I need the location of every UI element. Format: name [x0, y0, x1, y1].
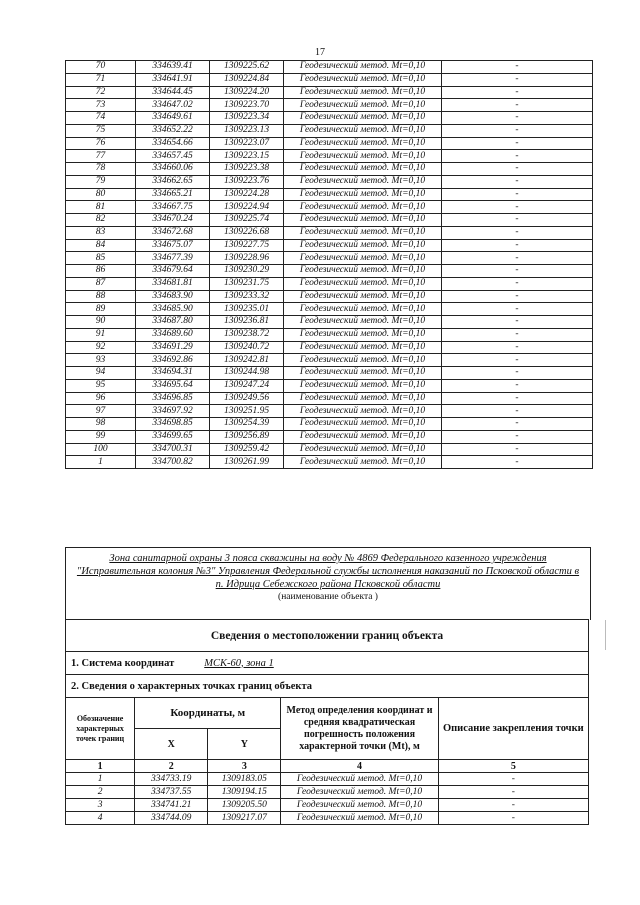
table-cell: 1309224.94	[210, 201, 284, 214]
table-cell: Геодезический метод. Mt=0,10	[284, 354, 442, 367]
table-cell: Геодезический метод. Mt=0,10	[284, 61, 442, 74]
table-cell: -	[442, 392, 593, 405]
table-cell: -	[442, 443, 593, 456]
table-row	[66, 137, 593, 150]
table-row	[66, 418, 593, 431]
table-cell: Геодезический метод. Mt=0,10	[284, 405, 442, 418]
table-row	[66, 124, 593, 137]
object-title: Зона санитарной охраны 3 пояса скважины на воду № 4869 Федерального казенного учреждения "Исправительная колония №3" Управления Федеральной службы исполнения наказаний по Псковской области в п. Идрица Себежского района Псковской области	[76, 553, 580, 590]
table-cell: -	[438, 812, 588, 825]
table-cell: 1309224.84	[210, 73, 284, 86]
table-cell: -	[442, 61, 593, 74]
table-cell: -	[442, 86, 593, 99]
table-cell: -	[442, 99, 593, 112]
table-cell: 1309236.81	[210, 316, 284, 329]
table-cell: 74	[66, 112, 136, 125]
table-row	[66, 188, 593, 201]
table-row	[66, 367, 593, 380]
table-cell: Геодезический метод. Mt=0,10	[284, 303, 442, 316]
column-index: 4	[281, 760, 438, 773]
table-row	[66, 61, 593, 74]
table-cell: -	[442, 341, 593, 354]
table-cell: 1	[66, 456, 136, 469]
table-cell: 95	[66, 379, 136, 392]
table-cell: 1309223.34	[210, 112, 284, 125]
table-row	[66, 799, 589, 812]
table-cell: -	[438, 786, 588, 799]
table-cell: -	[442, 150, 593, 163]
table-cell: 334697.92	[136, 405, 210, 418]
coord-system-value: МСК-60, зона 1	[204, 657, 274, 669]
header-y: Y	[208, 729, 281, 760]
table-cell: -	[442, 354, 593, 367]
table-cell: 334683.90	[136, 290, 210, 303]
table-cell: Геодезический метод. Mt=0,10	[281, 799, 438, 812]
table-cell: 1309231.75	[210, 277, 284, 290]
table-cell: 334694.31	[136, 367, 210, 380]
table-cell: 1309233.32	[210, 290, 284, 303]
table-cell: 334685.90	[136, 303, 210, 316]
table-cell: 1309223.15	[210, 150, 284, 163]
table-row	[66, 163, 593, 176]
table-row	[66, 265, 593, 278]
table-row	[66, 239, 593, 252]
table-cell: Геодезический метод. Mt=0,10	[284, 443, 442, 456]
table-cell: 334677.39	[136, 252, 210, 265]
table-cell: 334744.09	[135, 812, 208, 825]
table-cell: -	[442, 239, 593, 252]
table-row	[66, 405, 593, 418]
table-cell: 334641.91	[136, 73, 210, 86]
table-cell: -	[442, 405, 593, 418]
table-cell: -	[442, 226, 593, 239]
table-cell: 82	[66, 214, 136, 227]
table-row	[66, 773, 589, 786]
table-cell: Геодезический метод. Mt=0,10	[284, 112, 442, 125]
header-description: Описание закрепления точки	[438, 698, 588, 760]
table-cell: -	[442, 316, 593, 329]
table-row	[66, 73, 593, 86]
table-cell: 334665.21	[136, 188, 210, 201]
table-cell: Геодезический метод. Mt=0,10	[284, 99, 442, 112]
table-cell: 100	[66, 443, 136, 456]
table-cell: Геодезический метод. Mt=0,10	[284, 430, 442, 443]
table-cell: 4	[66, 812, 135, 825]
table-cell: 1309254.39	[210, 418, 284, 431]
table-row	[66, 379, 593, 392]
table-cell: -	[442, 430, 593, 443]
table-cell: Геодезический метод. Mt=0,10	[284, 456, 442, 469]
table-cell: 1309259.42	[210, 443, 284, 456]
table-cell: -	[438, 799, 588, 812]
table-cell: 334737.55	[135, 786, 208, 799]
table-cell: Геодезический метод. Mt=0,10	[284, 341, 442, 354]
table-cell: -	[442, 73, 593, 86]
table-cell: -	[442, 163, 593, 176]
scan-mark	[605, 620, 606, 650]
table-cell: 1309225.62	[210, 61, 284, 74]
table-cell: Геодезический метод. Mt=0,10	[284, 379, 442, 392]
table-cell: Геодезический метод. Mt=0,10	[284, 277, 442, 290]
table-cell: 91	[66, 328, 136, 341]
table-cell: 1309223.13	[210, 124, 284, 137]
object-caption: (наименование объекта )	[278, 592, 378, 602]
table-cell: 334741.21	[135, 799, 208, 812]
column-index: 1	[66, 760, 135, 773]
table-cell: -	[442, 265, 593, 278]
table-cell: Геодезический метод. Mt=0,10	[284, 328, 442, 341]
table-cell: 98	[66, 418, 136, 431]
table-row	[66, 290, 593, 303]
table-cell: 334681.81	[136, 277, 210, 290]
table-cell: 76	[66, 137, 136, 150]
table-cell: Геодезический метод. Mt=0,10	[284, 201, 442, 214]
table-row	[66, 354, 593, 367]
column-index: 3	[208, 760, 281, 773]
table-cell: 78	[66, 163, 136, 176]
table-cell: -	[438, 773, 588, 786]
table-cell: 83	[66, 226, 136, 239]
table-cell: 1309217.07	[208, 812, 281, 825]
table-row	[66, 430, 593, 443]
table-cell: Геодезический метод. Mt=0,10	[284, 239, 442, 252]
table-cell: 97	[66, 405, 136, 418]
table-cell: -	[442, 418, 593, 431]
points-title: 2. Сведения о характерных точках границ объекта	[66, 675, 589, 698]
table-row	[66, 226, 593, 239]
table-cell: 334670.24	[136, 214, 210, 227]
table-cell: 334660.06	[136, 163, 210, 176]
table-cell: 334698.85	[136, 418, 210, 431]
table-cell: 334699.65	[136, 430, 210, 443]
table-cell: Геодезический метод. Mt=0,10	[284, 73, 442, 86]
table-cell: -	[442, 303, 593, 316]
table-cell: 1309226.68	[210, 226, 284, 239]
table-cell: 334647.02	[136, 99, 210, 112]
table-cell: 94	[66, 367, 136, 380]
table-cell: 1309224.28	[210, 188, 284, 201]
table-cell: 1309227.75	[210, 239, 284, 252]
table-cell: Геодезический метод. Mt=0,10	[284, 188, 442, 201]
table-cell: 334696.85	[136, 392, 210, 405]
header-method: Метод определения координат и средняя квадратическая погрешность положения характерной точки (Mt), м	[281, 698, 438, 760]
table-cell: 93	[66, 354, 136, 367]
table-cell: 334652.22	[136, 124, 210, 137]
table-cell: Геодезический метод. Mt=0,10	[284, 137, 442, 150]
table-cell: Геодезический метод. Mt=0,10	[284, 124, 442, 137]
table-row	[66, 175, 593, 188]
table-cell: Геодезический метод. Mt=0,10	[284, 86, 442, 99]
table-cell: -	[442, 379, 593, 392]
table-cell: 86	[66, 265, 136, 278]
table-cell: 334649.61	[136, 112, 210, 125]
table-cell: 1309225.74	[210, 214, 284, 227]
table-cell: 81	[66, 201, 136, 214]
table-cell: 334700.82	[136, 456, 210, 469]
table-cell: 334695.64	[136, 379, 210, 392]
table-cell: Геодезический метод. Mt=0,10	[281, 812, 438, 825]
table-cell: Геодезический метод. Mt=0,10	[284, 367, 442, 380]
table-cell: 334654.66	[136, 137, 210, 150]
header-x: X	[135, 729, 208, 760]
table-cell: 71	[66, 73, 136, 86]
table-row	[66, 112, 593, 125]
table-cell: 334644.45	[136, 86, 210, 99]
table-cell: Геодезический метод. Mt=0,10	[284, 163, 442, 176]
table-cell: 1309235.01	[210, 303, 284, 316]
table-cell: 72	[66, 86, 136, 99]
table-row	[66, 812, 589, 825]
table-cell: -	[442, 328, 593, 341]
table-cell: Геодезический метод. Mt=0,10	[284, 252, 442, 265]
table-cell: -	[442, 137, 593, 150]
table-row	[66, 99, 593, 112]
table-cell: 1309223.07	[210, 137, 284, 150]
table-cell: 334700.31	[136, 443, 210, 456]
table-cell: 334672.68	[136, 226, 210, 239]
table-cell: -	[442, 112, 593, 125]
page-number: 17	[315, 47, 325, 58]
table-cell: 80	[66, 188, 136, 201]
table-cell: 1	[66, 773, 135, 786]
table-cell: -	[442, 201, 593, 214]
column-index: 2	[135, 760, 208, 773]
coord-system-row	[66, 652, 589, 675]
table-cell: 1309256.89	[210, 430, 284, 443]
coord-system-label: 1. Система координат	[71, 657, 175, 669]
table-cell: Геодезический метод. Mt=0,10	[284, 175, 442, 188]
lower-coordinates-table	[65, 619, 589, 825]
table-cell: 1309249.56	[210, 392, 284, 405]
table-cell: 334687.80	[136, 316, 210, 329]
table-cell: 1309194.15	[208, 786, 281, 799]
table-cell: 1309238.72	[210, 328, 284, 341]
table-cell: 1309247.24	[210, 379, 284, 392]
table-cell: 84	[66, 239, 136, 252]
table-cell: 1309261.99	[210, 456, 284, 469]
table-cell: Геодезический метод. Mt=0,10	[281, 773, 438, 786]
header-coords: Координаты, м	[135, 698, 281, 729]
table-cell: Геодезический метод. Mt=0,10	[284, 265, 442, 278]
table-cell: 334667.75	[136, 201, 210, 214]
table-row	[66, 86, 593, 99]
table-row	[66, 252, 593, 265]
table-row	[66, 303, 593, 316]
table-cell: 1309223.38	[210, 163, 284, 176]
table-cell: 92	[66, 341, 136, 354]
table-cell: 75	[66, 124, 136, 137]
table-row	[66, 214, 593, 227]
table-cell: -	[442, 277, 593, 290]
table-cell: 85	[66, 252, 136, 265]
table-cell: 1309183.05	[208, 773, 281, 786]
table-row	[66, 328, 593, 341]
table-cell: 334675.07	[136, 239, 210, 252]
table-cell: 1309223.70	[210, 99, 284, 112]
table-cell: 90	[66, 316, 136, 329]
table-cell: 334639.41	[136, 61, 210, 74]
table-row	[66, 341, 593, 354]
table-cell: 1309240.72	[210, 341, 284, 354]
table-cell: 1309223.76	[210, 175, 284, 188]
table-cell: Геодезический метод. Mt=0,10	[284, 150, 442, 163]
table-cell: 99	[66, 430, 136, 443]
table-cell: 87	[66, 277, 136, 290]
table-cell: 96	[66, 392, 136, 405]
table-cell: 334679.64	[136, 265, 210, 278]
table-cell: 2	[66, 786, 135, 799]
column-index: 5	[438, 760, 588, 773]
table-cell: -	[442, 367, 593, 380]
header-point: Обозначение характерных точек границ	[66, 698, 135, 760]
table-cell: 1309230.29	[210, 265, 284, 278]
table-cell: 1309244.98	[210, 367, 284, 380]
table-cell: -	[442, 124, 593, 137]
table-cell: -	[442, 188, 593, 201]
section-title: Сведения о местоположении границ объекта	[66, 620, 589, 652]
table-cell: Геодезический метод. Mt=0,10	[284, 418, 442, 431]
table-cell: 334662.65	[136, 175, 210, 188]
table-cell: Геодезический метод. Mt=0,10	[284, 392, 442, 405]
table-cell: -	[442, 290, 593, 303]
table-cell: -	[442, 252, 593, 265]
table-cell: 1309224.20	[210, 86, 284, 99]
table-cell: Геодезический метод. Mt=0,10	[284, 290, 442, 303]
table-cell: 334733.19	[135, 773, 208, 786]
table-row	[66, 277, 593, 290]
table-cell: 77	[66, 150, 136, 163]
table-row	[66, 443, 593, 456]
table-cell: 89	[66, 303, 136, 316]
object-name-block	[65, 547, 591, 620]
table-row	[66, 786, 589, 799]
table-cell: 1309205.50	[208, 799, 281, 812]
table-row	[66, 316, 593, 329]
table-cell: 88	[66, 290, 136, 303]
table-cell: 1309242.81	[210, 354, 284, 367]
upper-coordinates-table	[65, 60, 593, 469]
table-row	[66, 150, 593, 163]
table-cell: 79	[66, 175, 136, 188]
table-cell: Геодезический метод. Mt=0,10	[284, 316, 442, 329]
table-cell: 334657.45	[136, 150, 210, 163]
table-cell: Геодезический метод. Mt=0,10	[284, 214, 442, 227]
table-row	[66, 392, 593, 405]
table-cell: 1309251.95	[210, 405, 284, 418]
table-row	[66, 201, 593, 214]
table-cell: 334689.60	[136, 328, 210, 341]
table-cell: 334691.29	[136, 341, 210, 354]
table-cell: 73	[66, 99, 136, 112]
table-cell: -	[442, 175, 593, 188]
table-cell: 1309228.96	[210, 252, 284, 265]
table-cell: 3	[66, 799, 135, 812]
table-cell: 334692.86	[136, 354, 210, 367]
table-cell: -	[442, 456, 593, 469]
table-cell: Геодезический метод. Mt=0,10	[284, 226, 442, 239]
table-cell: -	[442, 214, 593, 227]
table-cell: Геодезический метод. Mt=0,10	[281, 786, 438, 799]
table-cell: 70	[66, 61, 136, 74]
table-row	[66, 456, 593, 469]
